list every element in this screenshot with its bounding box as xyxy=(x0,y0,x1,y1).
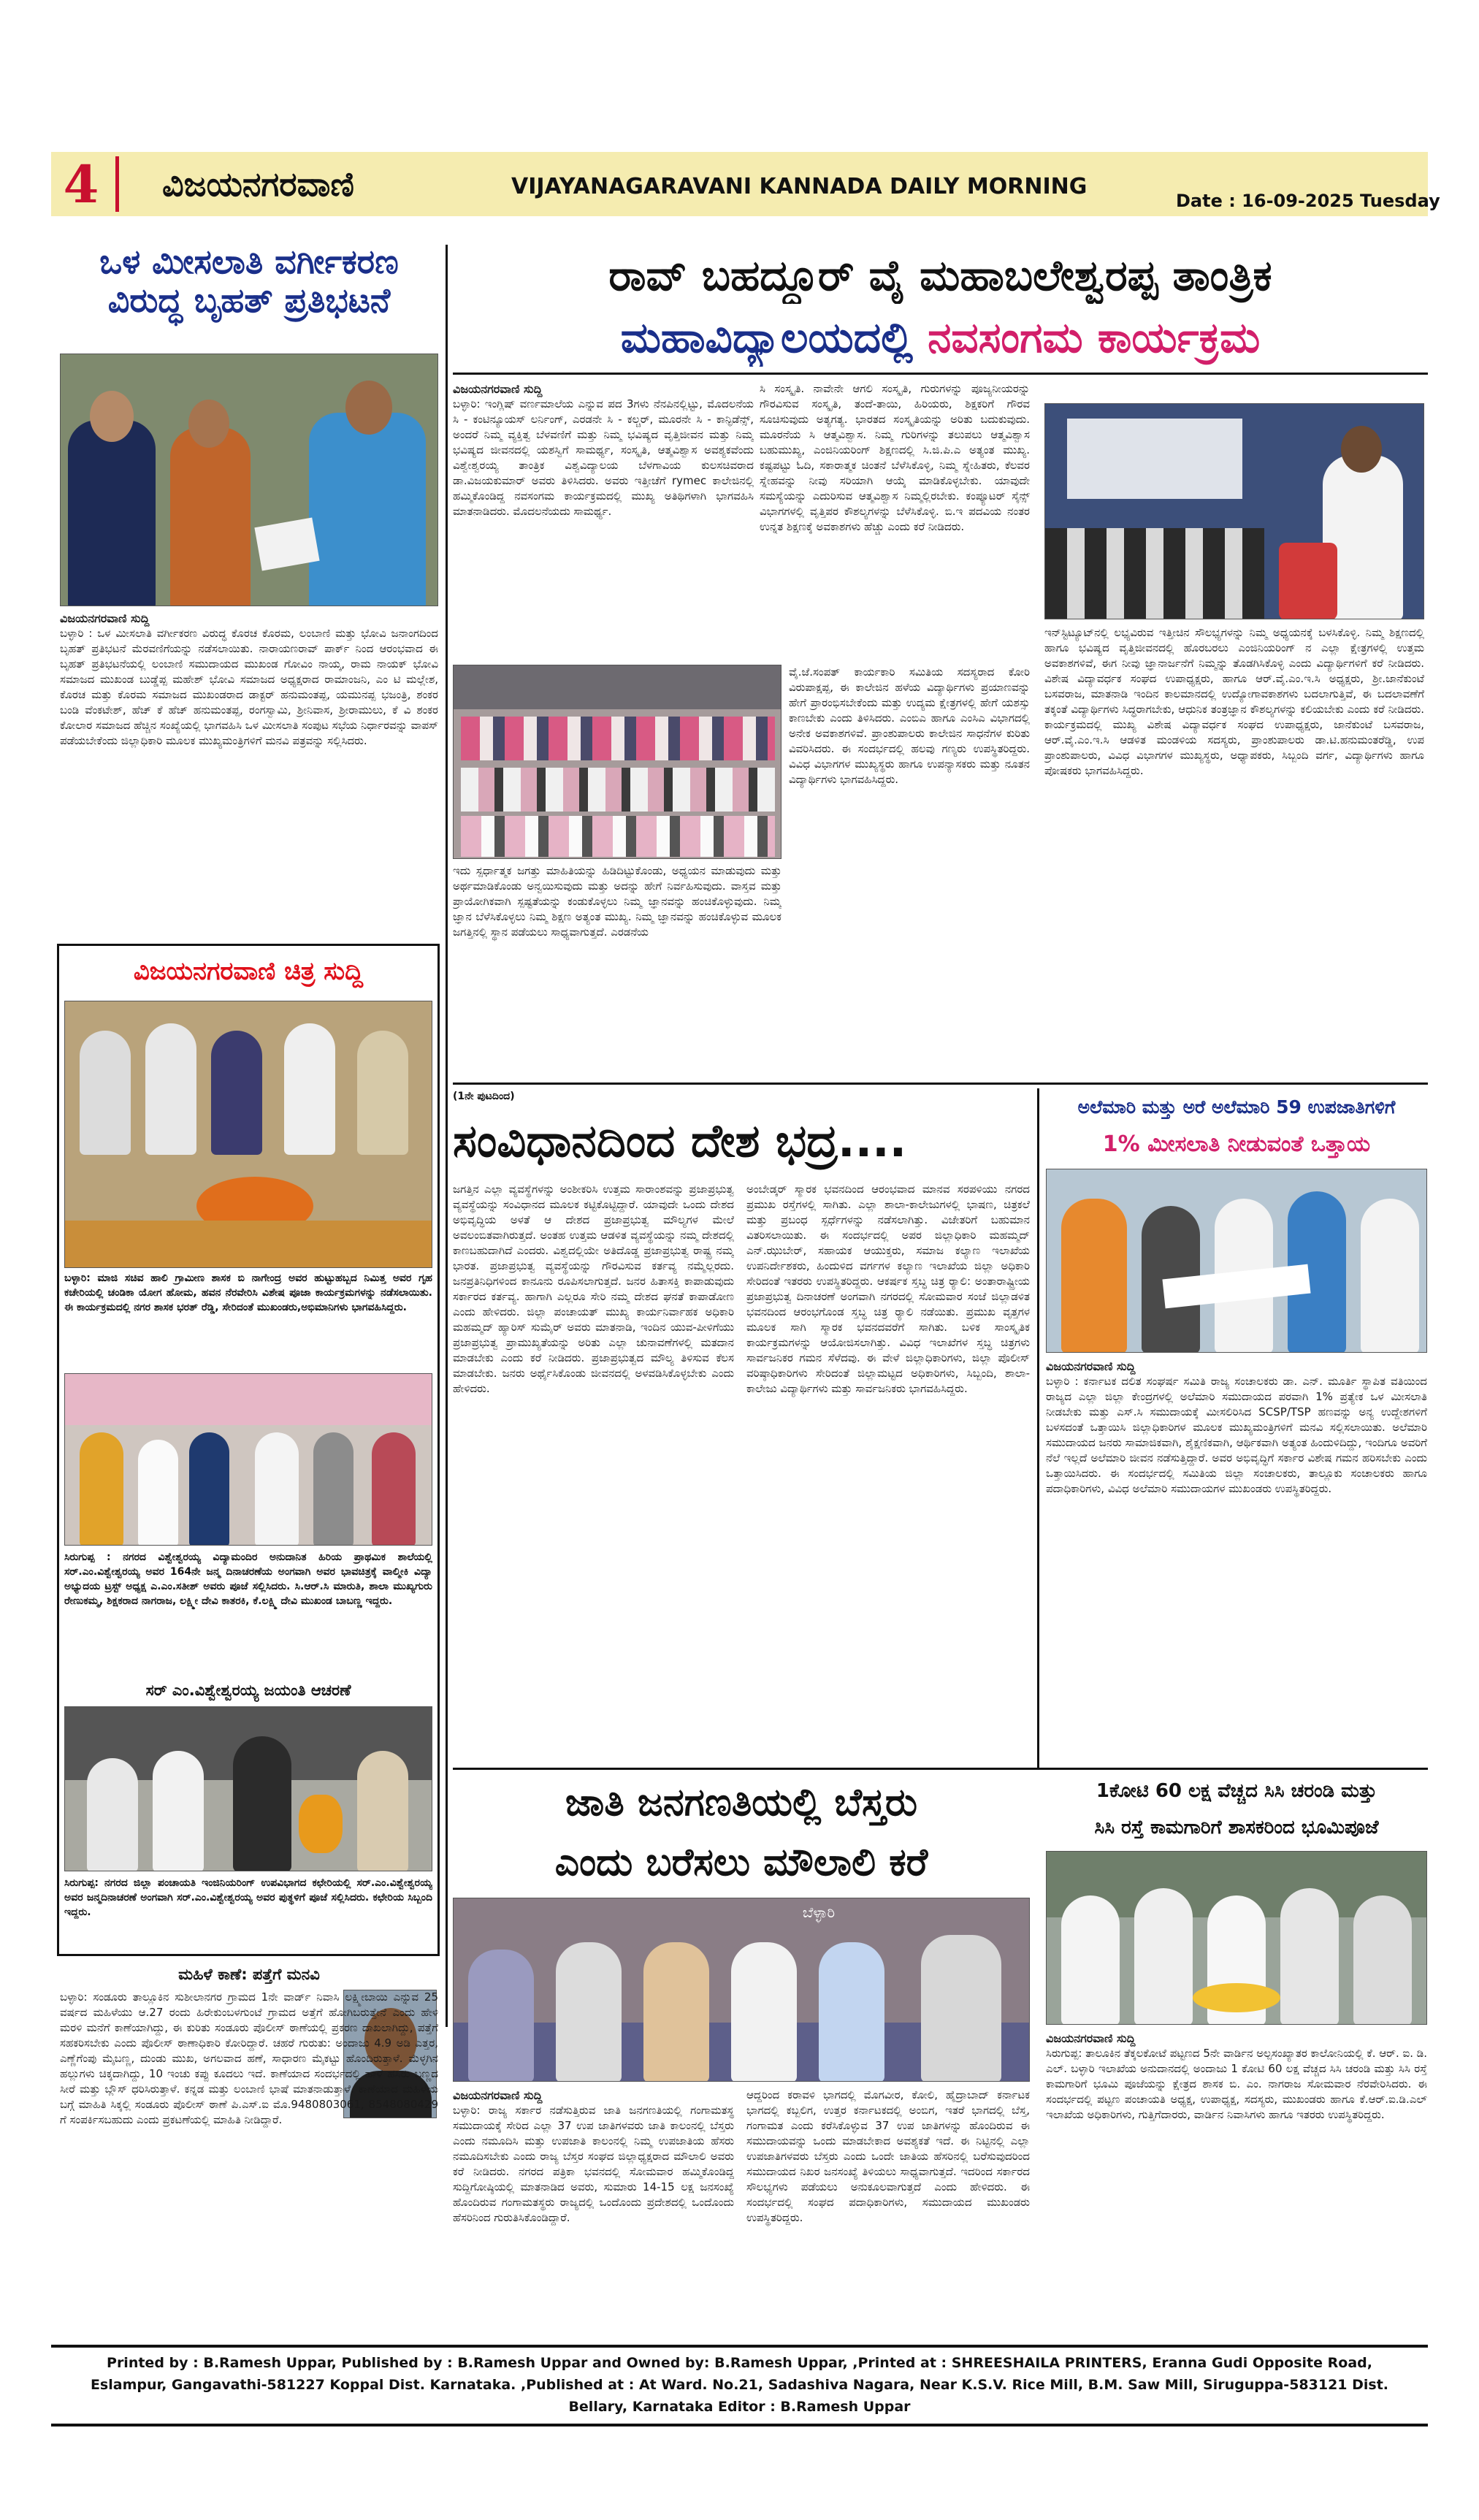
main-story-col3: ಇನ್‌ಸ್ಟಿಟ್ಯೂಟ್‌ನಲ್ಲಿ ಲಭ್ಯವಿರುವ ಇತ್ತೀಚಿನ ಸೌಲಭ್ಯಗಳನ್ನು ನಿಮ್ಮ ಅಧ್ಯಯನಕ್ಕೆ ಬಳಸಿಕೊಳ್ಳಿ. ನಿಮ್ಮ ಶಿಕ್ಷಣದಲ್ಲಿ ಹಾಗೂ ಭವಿಷ್ಯದ ವೃತ್ತಿಜೀವನದಲ್ಲಿ ಹೊರಬರಲು ಎಂಜಿನಿಯರಿಂಗ್ ನ ಎಲ್ಲಾ ಕ್ಷೇತ್ರಗಳಲ್ಲಿ ಉತ್ತಮ ಅವಕಾಶಗಳಿವೆ, ಈಗ ನೀವು ಜ್ಞಾನಾರ್ಜನೆಗೆ ನಿಮ್ಮನ್ನು ತೊಡಗಿಸಿಕೊಳ್ಳಿ ಎಂದು ವಿದ್ಯಾರ್ಥಿಗಳಿಗೆ ಕರೆ ನೀಡಿದರು. ವಿಶೇಷ ವಿದ್ಯಾವರ್ಧಕ ಸಂಘದ ಉಪಾಧ್ಯಕ್ಷರು, ಹಾಗೂ ಆರ್.ವೈ.ಎಂ.ಇ.ಸಿ ಅಧ್ಯಕ್ಷರು, ಶ್ರೀ.ಜಾನೆಕುಂಟೆ ಬಸವರಾಜ, ಮಾತನಾಡಿ ಇಂದಿನ ಕಾಲಮಾನದಲ್ಲಿ ಉದ್ಯೋಗಾವಕಾಶಗಳು ಬದಲಾಗುತ್ತಿವೆ, ಈ ಬದಲಾವಣೆಗೆ ತಕ್ಕಂತೆ ವಿದ್ಯಾರ್ಥಿಗಳು ಸಿದ್ಧರಾಗಬೇಕು, ಆಧುನಿಕ ತಂತ್ರಜ್ಞಾನ ಕೌಶಲ್ಯಗಳನ್ನು ಕಲಿಯಬೇಕು ಎಂದು ಕರೆ ನೀಡಿದರು. ಕಾರ್ಯಕ್ರಮದಲ್ಲಿ ಮುಖ್ಯ ವಿಶೇಷ ವಿದ್ಯಾವರ್ಧಕ ಸಂಘದ ಉಪಾಧ್ಯಕ್ಷರು, ಜಾನೆಕುಂಟೆ ಬಸವರಾಜ, ಆರ್.ವೈ.ಎಂ.ಇ.ಸಿ ಆಡಳಿತ ಮಂಡಳಿಯ ಸದಸ್ಯರು, ಪ್ರಾಂಶುಪಾಲರು ಡಾ.ಟಿ.ಹನುಮಂತರೆಡ್ಡಿ, ಉಪ ಪ್ರಾಂಶುಪಾಲರು, ವಿವಿಧ ವಿಭಾಗಗಳ ಮುಖ್ಯಸ್ಥರು, ಅಧ್ಯಾಪಕರು, ಸಿಬ್ಬಂದಿ ವರ್ಗ, ವಿದ್ಯಾರ್ಥಿಗಳು ಹಾಗೂ ಪೋಷಕರು ಭಾಗವಹಿಸಿದ್ದರು. xyxy=(1044,626,1424,777)
section-rule-2 xyxy=(453,1768,1428,1770)
left-top-story xyxy=(60,611,438,933)
caste-census-photo xyxy=(453,1898,1030,2082)
main-headline-line2 xyxy=(453,308,1428,367)
chitra-caption-1: ಬಳ್ಳಾರಿ: ಮಾಜಿ ಸಚಿವ ಹಾಲಿ ಗ್ರಾಮೀಣ ಶಾಸಕ ಬಿ ನಾಗೇಂದ್ರ ಅವರ ಹುಟ್ಟುಹಬ್ಬದ ನಿಮಿತ್ತ ಅವರ ಗೃಹ ಕಚೇರಿಯಲ್ಲಿ ಚಂಡಿಕಾ ಯೋಗ ಹೋಮ, ಹವನ ನೆರವೇರಿಸಿ ವಿಶೇಷ ಪೂಜಾ ಕಾರ್ಯಕ್ರಮಗಳನ್ನು ನಡೆಸಲಾಯಿತು. ಈ ಕಾರ್ಯಕ್ರಮದಲ್ಲಿ ನಗರ ಶಾಸಕ ಭರತ್ ರೆಡ್ಡಿ, ಸೇರಿದಂತೆ ಮುಖಂಡರು,ಅಭಿಮಾನಿಗಳು ಭಾಗವಹಿಸಿದ್ದರು. xyxy=(64,1272,432,1313)
road-byline: ವಿಜಯನಗರವಾಣಿ ಸುದ್ದಿ xyxy=(1046,2031,1136,2045)
right-mid-headline-line2: 1% ಮೀಸಲಾತಿ ನೀಡುವಂತೆ ಒತ್ತಾಯ xyxy=(1102,1131,1371,1157)
imprint-top-rule xyxy=(51,2345,1428,2348)
right-mid-headline-line1: ಅಲೆಮಾರಿ ಮತ್ತು ಅರೆ ಅಲೆಮಾರಿ 59 ಉಪಜಾತಿಗಳಿಗೆ xyxy=(1077,1096,1396,1118)
main-story-col2b: ವೈ.ಜೆ.ಸಂಪತ್ ಕಾರ್ಯಕಾರಿ ಸಮಿತಿಯ ಸದಸ್ಯರಾದ ಕೋರಿ ವಿರುಪಾಕ್ಷಪ್ಪ, ಈ ಕಾಲೇಜಿನ ಹಳೆಯ ವಿದ್ಯಾರ್ಥಿಗಳು ಪ್ರಯಾಣವನ್ನು ಹೇಗೆ ಪ್ರಾರಂಭಿಸಬೇಕೆಂದು ಮತ್ತು ಉದ್ಯಮ ಕ್ಷೇತ್ರಗಳಲ್ಲಿ ಹೇಗೆ ಯಶಸ್ಸು ಕಾಣಬೇಕು ಎಂದು ತಿಳಿಸಿದರು. ಎಂಬಿಎ ಹಾಗೂ ಎಂಸಿಎ ವಿಭಾಗದಲ್ಲಿ ಅನೇಕ ಅವಕಾಶಗಳಿವೆ. ಪ್ರಾಂಶುಪಾಲರು ಕಾಲೇಜಿನ ಸಾಧನೆಗಳ ಕುರಿತು ವಿವರಿಸಿದರು. ಈ ಸಂದರ್ಭದಲ್ಲಿ ಹಲವು ಗಣ್ಯರು ಉಪಸ್ಥಿತರಿದ್ದರು. ವಿವಿಧ ವಿಭಾಗಗಳ ಮುಖ್ಯಸ್ಥರು ಹಾಗೂ ಉಪನ್ಯಾಸಕರು ಮತ್ತು ನೂತನ ವಿದ್ಯಾರ್ಥಿಗಳು ಭಾಗವಹಿಸಿದ್ದರು. xyxy=(789,665,1030,786)
constitution-kicker: (1ನೇ ಪುಟದಿಂದ) xyxy=(453,1091,515,1102)
main-story-col1 xyxy=(453,381,754,660)
imprint-line-3: Bellary, Karnataka Editor : B.Ramesh Uppar xyxy=(568,2399,911,2415)
road-headline-line2: ಸಿಸಿ ರಸ್ತೆ ಕಾಮಗಾರಿಗೆ ಶಾಸಕರಿಂದ ಭೂಮಿಪೂಜೆ xyxy=(1094,1817,1379,1839)
masthead-english-name: VIJAYANAGARAVANI xyxy=(511,174,752,199)
masthead-date: Date : 16-09-2025 Tuesday xyxy=(1176,191,1440,211)
caste-census-photo-sign: ಬೆಳ್ಳಾರಿ xyxy=(802,1904,836,1921)
page-number: 4 xyxy=(63,154,99,215)
masthead-title-kannada: ವಿಜಯನಗರವಾಣಿ xyxy=(162,164,354,204)
imprint-line-2: Eslampur, Gangavathi-581227 Koppal Dist. Karnataka. ,Published at : At Ward. No.21, Sadashiva Nagara, Near K.S.V. Rice Mill, B.M. Saw Mill, Siruguppa-583121 Dist. xyxy=(90,2377,1389,2393)
chitra-photo-1 xyxy=(64,1001,432,1268)
chitra-subheader-3: ಸರ್ ಎಂ.ವಿಶ್ವೇಶ್ವರಯ್ಯ ಜಯಂತಿ ಆಚರಣೆ xyxy=(145,1681,351,1699)
right-mid-byline: ವಿಜಯನಗರವಾಣಿ ಸುದ್ದಿ xyxy=(1046,1359,1136,1373)
chitra-caption-3: ಸಿರುಗುಪ್ಪ: ನಗರದ ಜಿಲ್ಲಾ ಪಂಚಾಯತಿ ಇಂಜಿನಿಯರಿಂಗ್ ಉಪವಿಭಾಗದ ಕಛೇರಿಯಲ್ಲಿ ಸರ್.ಎಂ.ವಿಶ್ವೇಶ್ವರಯ್ಯ ಅವರ ಜನ್ಮದಿನಾಚರಣೆ ಅಂಗವಾಗಿ ಸರ್.ಎಂ.ವಿಶ್ವೇಶ್ವರಯ್ಯ ಅವರ ಪುತ್ಥಳಿಗೆ ಪೂಜೆ ಸಲ್ಲಿಸಿದರು. ಕಛೇರಿಯ ಸಿಬ್ಬಂದಿ ಇದ್ದರು. xyxy=(64,1877,432,1918)
main-headline-line1: ರಾವ್ ಬಹದ್ದೂರ್ ವೈ ಮಹಾಬಲೇಶ್ವರಪ್ಪ ತಾಂತ್ರಿಕ xyxy=(608,251,1272,300)
masthead-title-english xyxy=(511,172,1088,202)
caste-census-headline-line1: ಜಾತಿ ಜನಗಣತಿಯಲ್ಲಿ ಬೆಸ್ತರು xyxy=(565,1781,918,1825)
main-stage-photo xyxy=(1044,403,1424,619)
left-top-body: ಬಳ್ಳಾರಿ : ಒಳ ಮೀಸಲಾತಿ ವರ್ಗೀಕರಣ ವಿರುದ್ಧ ಕೊರಚ ಕೊರಮ, ಲಂಬಾಣಿ ಮತ್ತು ಭೋವಿ ಜನಾಂಗದಿಂದ ಬೃಹತ್ ಪ್ರತಿಭಟನೆ ಮೆರವಣಿಗೆಯನ್ನು ನಡೆಸಲಾಯಿತು. ನಾರಾಯಣರಾವ್ ಪಾರ್ಕ್ ನಿಂದ ಆರಂಭವಾದ ಈ ಬೃಹತ್ ಪ್ರತಿಭಟನೆಯಲ್ಲಿ ಲಂಬಾಣಿ ಸಮುದಾಯದ ಮುಖಂಡ ಗೋವಿಂ ನಾಯ್ಕ, ರಾಮ ನಾಯಕ್ ಭೋವಿ ಸಮಾಜದ ಮುಖಂಡ ಬುಡ್ಡೆಪ್ಪ ಮಹೇಶ್ ಭೋವಿ ಸಮಾಜದ ಅಧ್ಯಕ್ಷರಾದ ರಾಮಾಂಜನಿ, ಎಂ ಟಿ ಮಲ್ಲೇಶ, ಕೊರಚ ಮತ್ತು ಕೊರಮ ಸಮಾಜದ ಮುಖಂಡರಾದ ಡಾಕ್ಟರ್ ಹನುಮಂತಪ್ಪ, ಯಮುನಪ್ಪ ಭಜಂತ್ರಿ, ಶಂಕರ ಬಂಡಿ ವೆಂಕಟೇಶ್, ಹೆಚ್ ಕೆ ಹೆಚ್ ಹನುಮಂತಪ್ಪ, ರಂಗಸ್ವಾಮಿ, ಶ್ರೀನಿವಾಸ, ಶ್ರೀರಾಮುಲು, ಕೆ ವಿ ಶಂಕರ ಕೋಲಾರ ಸಮಾಜದ ಹೆಚ್ಚಿನ ಸಂಖ್ಯೆಯಲ್ಲಿ ಭಾಗವಹಿಸಿ ಒಳ ಮೀಸಲಾತಿ ಸಂಪುಟ ಸಭೆಯ ನಿರ್ಧಾರವನ್ನು ವಾಪಸ್ ಪಡೆಯಬೇಕೆಂದು ಜಿಲ್ಲಾಧಿಕಾರಿ ಮೂಲಕ ಮುಖ್ಯಮಂತ್ರಿಗಳಿಗೆ ಮನವಿ ಪತ್ರವನ್ನು ಸಲ್ಲಿಸಿದರು. xyxy=(60,627,438,747)
right-mid-photo xyxy=(1046,1169,1427,1353)
main-byline: ವಿಜಯನಗರವಾಣಿ ಸುದ್ದಿ xyxy=(453,382,543,396)
road-photo xyxy=(1046,1851,1427,2025)
chitra-photo-3 xyxy=(64,1706,432,1871)
main-audience-photo xyxy=(453,665,781,859)
caste-census-byline: ವಿಜಯನಗರವಾಣಿ ಸುದ್ದಿ xyxy=(453,2088,543,2102)
main-story-col2: ಸಿ ಸಂಸ್ಕೃತಿ. ನಾವೇನೇ ಆಗಲಿ ಸಂಸ್ಕೃತಿ, ಗುರುಗಳನ್ನು ಪೂಜ್ಯನೀಯರನ್ನು ಗೌರವಿಸುವ ಸಂಸ್ಕೃತಿ, ತಂದೆ-ತಾಯಿ, ಹಿರಿಯರು, ಶಿಕ್ಷಕರಿಗೆ ಗೌರವ ಸೂಚಿಸುವುದು ಅತ್ಯಗತ್ಯ. ಭಾರತದ ಸಂಸ್ಕೃತಿಯನ್ನು ಅರಿತು ಬದುಕುವುದು. ಮೂರನೆಯ ಸಿ ಆತ್ಮವಿಶ್ವಾಸ. ನಿಮ್ಮ ಗುರಿಗಳನ್ನು ತಲುಪಲು ಆತ್ಮವಿಶ್ವಾಸ ಬಹುಮುಖ್ಯ, ಎಂಜಿನಿಯರಿಂಗ್ ಶಿಕ್ಷಣದಲ್ಲಿ ಸಿ.ಜಿ.ಪಿ.ಎ ಅತ್ಯಂತ ಮುಖ್ಯ. ಕಷ್ಟಪಟ್ಟು ಓದಿ, ಸಕಾರಾತ್ಮಕ ಚಿಂತನೆ ಬೆಳೆಸಿಕೊಳ್ಳಿ, ನಿಮ್ಮ ಸ್ನೇಹಿತರು, ಕೆಲವರ ಸ್ನೇಹವನ್ನು ನೀವು ಸರಿಯಾಗಿ ಆಯ್ಕೆ ಮಾಡಿಕೊಳ್ಳಬೇಕು. ಯಾವುದೇ ಸಮಸ್ಯೆಯನ್ನು ಎದುರಿಸುವ ಆತ್ಮವಿಶ್ವಾಸ ನಿಮ್ಮಲ್ಲಿರಬೇಕು. ಕಂಪ್ಯೂಟರ್ ಸೈನ್ಸ್ ವಿಭಾಗಗಳಲ್ಲಿ ವೃತ್ತಿಪರ ಕೌಶಲ್ಯಗಳನ್ನು ಬೆಳೆಸಿಕೊಳ್ಳಿ. ಬಿ.ಇ ಪದವಿಯ ನಂತರ ಉನ್ನತ ಶಿಕ್ಷಣಕ್ಕೆ ಅವಕಾಶಗಳು ಹೆಚ್ಚು ಎಂದು ಕರೆ ನೀಡಿದರು. xyxy=(760,382,1030,533)
chitra-suddi-header: ವಿಜಯನಗರವಾಣಿ ಚಿತ್ರ ಸುದ್ದಿ xyxy=(133,957,364,986)
caste-census-col1-text: ಬಳ್ಳಾರಿ: ರಾಜ್ಯ ಸರ್ಕಾರ ನಡೆಸುತ್ತಿರುವ ಜಾತಿ ಜನಗಣತಿಯಲ್ಲಿ ಗಂಗಾಮತಸ್ಥ ಸಮುದಾಯಕ್ಕೆ ಸೇರಿದ ಎಲ್ಲಾ 37 ಉಪ ಜಾತಿಗಳವರು ಜಾತಿ ಕಾಲಂನಲ್ಲಿ ಬೆಸ್ತರು ಎಂದು ನಮೂದಿಸಿ ಮತ್ತು ಉಪಜಾತಿ ಕಾಲಂನಲ್ಲಿ ನಿಮ್ಮ ಉಪಜಾತಿಯ ಹೆಸರು ನಮೂದಿಸಬೇಕು ಎಂದು ರಾಜ್ಯ ಬೆಸ್ತರ ಸಂಘದ ಜಿಲ್ಲಾಧ್ಯಕ್ಷರಾದ ಮೌಲಾಲಿ ಅವರು ಕರೆ ನೀಡಿದರು. ನಗರದ ಪತ್ರಿಕಾ ಭವನದಲ್ಲಿ ಸೋಮವಾರ ಹಮ್ಮಿಕೊಂಡಿದ್ದ ಸುದ್ದಿಗೋಷ್ಠಿಯಲ್ಲಿ ಮಾತನಾಡಿದ ಅವರು, ಸುಮಾರು 14-15 ಲಕ್ಷ ಜನಸಂಖ್ಯೆ ಹೊಂದಿರುವ ಗಂಗಾಮತಸ್ಥರು ರಾಜ್ಯದಲ್ಲಿ ಒಂದೊಂದು ಪ್ರದೇಶದಲ್ಲಿ ಒಂದೊಂದು ಹೆಸರಿನಿಂದ ಗುರುತಿಸಿಕೊಂಡಿದ್ದಾರೆ. xyxy=(453,2104,734,2224)
imprint-bottom-rule xyxy=(51,2424,1428,2427)
section-rule-1 xyxy=(453,1083,1428,1085)
left-top-photo xyxy=(60,354,438,606)
caste-census-headline-line2: ಎಂದು ಬರೆಸಲು ಮೌಲಾಲಿ ಕರೆ xyxy=(554,1841,928,1885)
left-top-headline: ಒಳ ಮೀಸಲಾತಿ ವರ್ಗೀಕರಣ ವಿರುದ್ಧ ಬೃಹತ್ ಪ್ರತಿಭಟನೆ xyxy=(99,243,399,320)
chitra-caption-2: ಸಿರುಗುಪ್ಪ : ನಗರದ ವಿಶ್ವೇಶ್ವರಯ್ಯ ವಿದ್ಯಾಮಂದಿರ ಅನುದಾನಿತ ಹಿರಿಯ ಪ್ರಾಥಮಿಕ ಶಾಲೆಯಲ್ಲಿ ಸರ್.ಎಂ.ವಿಶ್ವೇಶ್ವರಯ್ಯ ಅವರ 164ನೇ ಜನ್ಮ ದಿನಾಚರಣೆಯ ಅಂಗವಾಗಿ ಅವರ ಭಾವಚಿತ್ರಕ್ಕೆ ವಾಲ್ಮೀಕಿ ವಿದ್ಯಾ ಅಭ್ಯುದಯ ಟ್ರಸ್ಟ್ ಅಧ್ಯಕ್ಷ ಎ.ಎಂ.ಸತೀಶ್ ಅವರು ಪೂಜೆ ಸಲ್ಲಿಸಿದರು. ಸಿ.ಆರ್.ಸಿ ಮಾರುತಿ, ಶಾಲಾ ಮುಖ್ಯಗುರು ರೇಣುಕಮ್ಮ, ಶಿಕ್ಷಕರಾದ ನಾಗರಾಜ, ಲಕ್ಷ್ಮೀ ದೇವಿ ಕಾತರಕಿ, ಕೆ.ಲಕ್ಷ್ಮಿ ದೇವಿ ಮುಖಂಡ ಬಾಬಣ್ಣ ಇದ್ದರು. xyxy=(64,1551,432,1607)
missing-woman-header: ಮಹಿಳೆ ಕಾಣೆ: ಪತ್ತೆಗೆ ಮನವಿ xyxy=(178,1966,320,1983)
imprint xyxy=(51,2352,1428,2422)
caste-census-col1 xyxy=(453,2088,734,2339)
chitra-photo-2 xyxy=(64,1373,432,1546)
road-body: ಸಿರುಗುಪ್ಪ: ತಾಲೂಕಿನ ತೆಕ್ಕಲಕೋಟೆ ಪಟ್ಟಣದ 5ನೇ ವಾರ್ಡಿನ ಅಲ್ಪಸಂಖ್ಯಾತರ ಕಾಲೋನಿಯಲ್ಲಿ ಕೆ. ಆರ್. ಐ. ಡಿ. ಎಲ್. ಬಳ್ಳಾರಿ ಇಲಾಖೆಯ ಅನುದಾನದಲ್ಲಿ ಅಂದಾಜು 1 ಕೋಟಿ 60 ಲಕ್ಷ ವೆಚ್ಚದ ಸಿಸಿ ಚರಂಡಿ ಮತ್ತು ಸಿಸಿ ರಸ್ತೆ ಕಾಮಗಾರಿಗೆ ಭೂಮಿ ಪೂಜೆಯನ್ನು ಕ್ಷೇತ್ರದ ಶಾಸಕ ಬಿ. ಎಂ. ನಾಗರಾಜ ಸೋಮವಾರ ನೆರವೇರಿಸಿದರು. ಈ ಸಂದರ್ಭದಲ್ಲಿ ಪಟ್ಟಣ ಪಂಚಾಯತಿ ಅಧ್ಯಕ್ಷ, ಉಪಾಧ್ಯಕ್ಷ, ಸದಸ್ಯರು, ಮುಖಂಡರು ಹಾಗೂ ಕೆ.ಆರ್.ಐ.ಡಿ.ಎಲ್ ಇಲಾಖೆಯ ಅಧಿಕಾರಿಗಳು, ಗುತ್ತಿಗೆದಾರರು, ವಾರ್ಡಿನ ನಿವಾಸಿಗಳು ಹಾಗೂ ಇತರರು ಉಪಸ್ಥಿತರಿದ್ದರು. xyxy=(1046,2047,1427,2121)
main-story-col1b: ಇದು ಸ್ಪರ್ಧಾತ್ಮಕ ಜಗತ್ತು ಮಾಹಿತಿಯನ್ನು ಹಿಡಿದಿಟ್ಟುಕೊಂಡು, ಅಧ್ಯಯನ ಮಾಡುವುದು ಮತ್ತು ಅರ್ಥಮಾಡಿಕೊಂಡು ಅನ್ವಯಿಸುವುದು ಮತ್ತು ಅದನ್ನು ಹೇಗೆ ನಿರ್ವಹಿಸುವುದು. ವಾಸ್ತವ ಮತ್ತು ಪ್ರಾಯೋಗಿಕವಾಗಿ ಸ್ಪಷ್ಟತೆಯನ್ನು ಕಂಡುಕೊಳ್ಳಲು ನಿಮ್ಮ ಜ್ಞಾನವನ್ನು ಹಂಚಿಕೊಳ್ಳುವುದು. ನಿಮ್ಮ ಜ್ಞಾನ ಬೆಳೆಸಿಕೊಳ್ಳಲು ನಿಮ್ಮ ಶಿಕ್ಷಣ ಅತ್ಯಂತ ಮುಖ್ಯ. ನಿಮ್ಮ ಜ್ಞಾನವನ್ನು ಹಂಚಿಕೊಳ್ಳುವ ಮೂಲಕ ಜಗತ್ತಿನಲ್ಲಿ ಸ್ಥಾನ ಪಡೆಯಲು ಸಾಧ್ಯವಾಗುತ್ತದೆ. ಎರಡನೆಯ xyxy=(453,864,781,939)
caste-census-col2: ಆದ್ದರಿಂದ ಕರಾವಳಿ ಭಾಗದಲ್ಲಿ ಮೊಗವೀರ, ಕೋಲಿ, ಹೈದ್ರಾಬಾದ್ ಕರ್ನಾಟಕ ಭಾಗದಲ್ಲಿ ಕಬ್ಬಲಿಗ, ಉತ್ತರ ಕರ್ನಾಟಕದಲ್ಲಿ ಅಂಬಿಗ, ಇತರೆ ಭಾಗದಲ್ಲಿ ಬೆಸ್ತ, ಗಂಗಾಮತ ಎಂದು ಕರೆಸಿಕೊಳ್ಳುವ 37 ಉಪ ಜಾತಿಗಳನ್ನು ಹೊಂದಿರುವ ಈ ಸಮುದಾಯವನ್ನು ಒಂದು ಮಾಡಬೇಕಾದ ಅವಶ್ಯಕತೆ ಇದೆ. ಈ ನಿಟ್ಟಿನಲ್ಲಿ ಎಲ್ಲಾ ಉಪಜಾತಿಗಳವರು ಬೆಸ್ತರು ಎಂದು ಒಂದೇ ಜಾತಿಯ ಹೆಸರಿನಲ್ಲಿ ಬರೆಸುವುದರಿಂದ ಸಮುದಾಯದ ನಿಖರ ಜನಸಂಖ್ಯೆ ತಿಳಿಯಲು ಸಾಧ್ಯವಾಗುತ್ತದೆ. ಇದರಿಂದ ಸರ್ಕಾರದ ಸೌಲಭ್ಯಗಳು ಪಡೆಯಲು ಅನುಕೂಲವಾಗುತ್ತದೆ ಎಂದು ಹೇಳಿದರು. ಈ ಸಂದರ್ಭದಲ್ಲಿ ಸಂಘದ ಪದಾಧಿಕಾರಿಗಳು, ಸಮುದಾಯದ ಮುಖಂಡರು ಉಪಸ್ಥಿತರಿದ್ದರು. xyxy=(746,2088,1030,2224)
road-story xyxy=(1046,2031,1427,2339)
main-headline-line2b: ನವಸಂಗಮ ಕಾರ್ಯಕ್ರಮ xyxy=(928,313,1261,362)
constitution-headline: ಸಂವಿಧಾನದಿಂದ ದೇಶ ಭದ್ರ.... xyxy=(453,1114,907,1167)
road-headline-line1: 1ಕೋಟಿ 60 ಲಕ್ಷ ವೆಚ್ಚದ ಸಿಸಿ ಚರಂಡಿ ಮತ್ತು xyxy=(1096,1780,1377,1802)
constitution-col2: ಅಂಬೇಡ್ಕರ್ ಸ್ಮಾರಕ ಭವನದಿಂದ ಆರಂಭವಾದ ಮಾನವ ಸರಪಳಿಯು ನಗರದ ಪ್ರಮುಖ ರಸ್ತೆಗಳಲ್ಲಿ ಸಾಗಿತು. ಎಲ್ಲಾ ಶಾಲಾ-ಕಾಲೇಜುಗಳಲ್ಲಿ ಭಾಷಣ, ಚಿತ್ರಕಲೆ ಮತ್ತು ಪ್ರಬಂಧ ಸ್ಪರ್ಧೆಗಳನ್ನು ನಡೆಸಲಾಗಿತ್ತು. ವಿಜೇತರಿಗೆ ಬಹುಮಾನ ವಿತರಿಸಲಾಯಿತು. ಈ ಸಂದರ್ಭದಲ್ಲಿ ಅಪರ ಜಿಲ್ಲಾಧಿಕಾರಿ ಮಹಮ್ಮದ್ ಎನ್.ಝುಬೇರ್, ಸಹಾಯಕ ಆಯುಕ್ತರು, ಸಮಾಜ ಕಲ್ಯಾಣ ಇಲಾಖೆಯ ಉಪನಿರ್ದೇಶಕರು, ಹಿಂದುಳಿದ ವರ್ಗಗಳ ಕಲ್ಯಾಣ ಇಲಾಖೆಯ ಜಿಲ್ಲಾ ಅಧಿಕಾರಿ ಸೇರಿದಂತೆ ಇತರರು ಉಪಸ್ಥಿತರಿದ್ದರು. ಆಕರ್ಷಕ ಸ್ತಬ್ಧ ಚಿತ್ರ ರ‍್ಯಾಲಿ: ಅಂತಾರಾಷ್ಟ್ರೀಯ ಪ್ರಜಾಪ್ರಭುತ್ವ ದಿನಾಚರಣೆ ಅಂಗವಾಗಿ ನಗರದಲ್ಲಿ ಸೋಮವಾರ ಸಂಜೆ ಜಿಲ್ಲಾಡಳಿತ ಭವನದಿಂದ ಆರಂಭಗೊಂಡ ಸ್ತಬ್ಧ ಚಿತ್ರ ರ‍್ಯಾಲಿ ನಡೆಯಿತು. ಪ್ರಮುಖ ವೃತ್ತಗಳ ಮೂಲಕ ಸಾಗಿ ಸ್ಮಾರಕ ಭವನದವರೆಗೆ ಸಾಗಿತು. ಬಳಿಕ ಸಾಂಸ್ಕೃತಿಕ ಕಾರ್ಯಕ್ರಮಗಳನ್ನು ಆಯೋಜಿಸಲಾಗಿತ್ತು. ವಿವಿಧ ಇಲಾಖೆಗಳ ಸ್ತಬ್ಧ ಚಿತ್ರಗಳು ಸಾರ್ವಜನಿಕರ ಗಮನ ಸೆಳೆದವು. ಈ ವೇಳೆ ಜಿಲ್ಲಾಧಿಕಾರಿಗಳು, ಜಿಲ್ಲಾ ಪೊಲೀಸ್ ವರಿಷ್ಠಾಧಿಕಾರಿಗಳು ಸೇರಿದಂತೆ ಜಿಲ್ಲಾಮಟ್ಟದ ಅಧಿಕಾರಿಗಳು, ಸಿಬ್ಬಂದಿ, ಶಾಲಾ-ಕಾಲೇಜು ವಿದ್ಯಾರ್ಥಿಗಳು ಮತ್ತು ಸಾರ್ವಜನಿಕರು ಭಾಗವಹಿಸಿದ್ದರು. xyxy=(746,1183,1030,1395)
constitution-col1: ಜಗತ್ತಿನ ಎಲ್ಲಾ ವ್ಯವಸ್ಥೆಗಳನ್ನು ಅಂಶೀಕರಿಸಿ ಉತ್ತಮ ಸಾರಾಂಶವನ್ನು ಪ್ರಜಾಪ್ರಭುತ್ವ ವ್ಯವಸ್ಥೆಯನ್ನು ಸಂವಿಧಾನದ ಮೂಲಕ ಕಟ್ಟಿಕೊಟ್ಟಿದ್ದಾರೆ. ಯಾವುದೇ ಒಂದು ದೇಶದ ಅಭಿವೃದ್ಧಿಯ ಅಳತೆ ಆ ದೇಶದ ಪ್ರಜಾಪ್ರಭುತ್ವ ಮೌಲ್ಯಗಳ ಮೇಲೆ ಅವಲಂಬಿತವಾಗಿರುತ್ತದೆ. ಅಂತಹ ಉತ್ತಮ ಆಡಳಿತ ವ್ಯವಸ್ಥೆಯನ್ನು ನಮ್ಮ ದೇಶದಲ್ಲಿ ಕಾಣಬಹುದಾಗಿದೆ ಎಂದರು. ವಿಶ್ವದಲ್ಲಿಯೇ ಅತಿದೊಡ್ಡ ಪ್ರಜಾಪ್ರಭುತ್ವ ರಾಷ್ಟ್ರ ನಮ್ಮ ಭಾರತ. ಪ್ರಜಾಪ್ರಭುತ್ವ ವ್ಯವಸ್ಥೆಯನ್ನು ಗೌರವಿಸುವ ಕರ್ತವ್ಯ ನಮ್ಮೆಲ್ಲರದು. ಜನಪ್ರತಿನಿಧಿಗಳಿಂದ ಕಾನೂನು ರೂಪಿಸಲಾಗುತ್ತದೆ. ಜನರ ಹಿತಾಸಕ್ತಿ ಕಾಪಾಡುವುದು ಸರ್ಕಾರದ ಕರ್ತವ್ಯ. ಹಾಗಾಗಿ ಎಲ್ಲರೂ ಸೇರಿ ನಮ್ಮ ದೇಶದ ಘನತೆ ಕಾಪಾಡೋಣ ಎಂದು ಹೇಳಿದರು. ಜಿಲ್ಲಾ ಪಂಚಾಯತ್ ಮುಖ್ಯ ಕಾರ್ಯನಿರ್ವಾಹಕ ಅಧಿಕಾರಿ ಮಹಮ್ಮದ್ ಹ್ಯಾರಿಸ್ ಸುಮೈರ್ ಅವರು ಮಾತನಾಡಿ, ಇಂದಿನ ಯುವ-ಪೀಳಿಗೆಯು ಪ್ರಜಾಪ್ರಭುತ್ವ ಪ್ರಾಮುಖ್ಯತೆಯನ್ನು ಅರಿತು ಎಲ್ಲಾ ಚುನಾವಣೆಗಳಲ್ಲಿ ಮತದಾನ ಮಾಡಬೇಕು ಎಂದು ಕರೆ ನೀಡಿದರು. ಪ್ರಜಾಪ್ರಭುತ್ವದ ಮೌಲ್ಯ ತಿಳಿಸುವ ಕೆಲಸ ಮಾಡಬೇಕು. ಜನರು ಅರ್ಥೈಸಿಕೊಂಡು ಜೀವನದಲ್ಲಿ ಅಳವಡಿಸಿಕೊಳ್ಳಬೇಕು ಎಂದು ಹೇಳಿದರು. xyxy=(453,1183,734,1395)
imprint-line-1: Printed by : B.Ramesh Uppar, Published by : B.Ramesh Uppar and Owned by: B.Ramesh Uppar, ,Printed at : SHREESHAILA PRINTERS, Eranna Gudi Opposite Road, xyxy=(107,2355,1372,2371)
missing-woman-body: ಬಳ್ಳಾರಿ: ಸಂಡೂರು ತಾಲ್ಲೂಕಿನ ಸುಶೀಲಾನಗರ ಗ್ರಾಮದ 1ನೇ ವಾರ್ಡ್ ನಿವಾಸಿ ಲಕ್ಷ್ಮೀಬಾಯಿ ಎನ್ನುವ 25 ವರ್ಷದ ಮಹಿಳೆಯು ಆ.27 ರಂದು ಹಿರೇಕುಂಬಳಗುಂಟೆ ಗ್ರಾಮದ ಅತ್ತೆಗೆ ಹೋಗಿಬರುತ್ತೇನೆ ಎಂದು ಹೇಳಿ ಮರಳಿ ಮನೆಗೆ ಕಾಣೆಯಾಗಿದ್ದು, ಈ ಕುರಿತು ಸಂಡೂರು ಪೊಲೀಸ್ ಠಾಣೆಯಲ್ಲಿ ಪ್ರಕರಣ ದಾಖಲಾಗಿದ್ದು, ಪತ್ತೆಗೆ ಸಹಕರಿಸಬೇಕು ಎಂದು ಪೊಲೀಸ್ ಠಾಣಾಧಿಕಾರಿ ಕೋರಿದ್ದಾರೆ. ಚಹರೆ ಗುರುತು: ಅಂದಾಜು 4.9 ಅಡಿ ಎತ್ತರ, ಎಣ್ಣೆಗೆಂಪು ಮೈಬಣ್ಣ, ದುಂಡು ಮುಖ, ಅಗಲವಾದ ಹಣೆ, ಸಾಧಾರಣ ಮೈಕಟ್ಟು ಹೊಂದಿರುತ್ತಾಳೆ. ಮೆಳ್ಳಗಿನ ಹಲ್ಲುಗಳು ಚಿಕ್ಕದಾಗಿದ್ದು, 10 ಇಂಚು ಕಪ್ಪು ಕೂದಲು ಇದೆ. ಕಾಣೆಯಾದ ಸಂದರ್ಭದಲ್ಲಿ ಹಾಳೆ ಹಸಿರು ಬಣ್ಣದ ಸೀರೆ ಮತ್ತು ಬ್ಲೌಸ್ ಧರಿಸಿರುತ್ತಾಳೆ. ಕನ್ನಡ ಮತ್ತು ಲಂಬಾಣಿ ಭಾಷೆ ಮಾತನಾಡುತ್ತಾಳೆ. ಕಾಣೆಯಾದ ಮಹಿಳೆಯ ಬಗ್ಗೆ ಮಾಹಿತಿ ಸಿಕ್ಕಲ್ಲಿ ಸಂಡೂರು ಪೊಲೀಸ್ ಠಾಣೆ ಪಿ.ಎಸ್.ಐ ಮೊ.9480803061, 8548080429 ಗೆ ಸಂಪರ್ಕಿಸಬಹುದು ಎಂದು ಪ್ರಕಟಣೆಯಲ್ಲಿ ಮಾಹಿತಿ ನೀಡಿದ್ದಾರೆ. xyxy=(60,1990,438,2126)
masthead-divider xyxy=(115,156,119,212)
right-mid-story xyxy=(1046,1359,1427,1760)
main-headline-underline xyxy=(453,373,1428,375)
main-col1-text: ಬಳ್ಳಾರಿ: ಇಂಗ್ಲಿಷ್ ವರ್ಣಮಾಲೆಯ ಎನ್ನುವ ಪದ 3ಗಳು ನೆನಪಿನಲ್ಲಿಟ್ಟು, ಮೊದಲನೆಯ ಸಿ - ಕಂಟಿನ್ಯೂಯಸ್ ಲರ್ನಿಂಗ್, ಎರಡನೇ ಸಿ - ಕಲ್ಚರ್, ಮೂರನೇ ಸಿ - ಕಾನ್ಫಿಡೆನ್ಸ್, ಅಂದರೆ ನಿಮ್ಮ ವ್ಯಕ್ತಿತ್ವ ಬೆಳವಣಿಗೆ ಮತ್ತು ನಿಮ್ಮ ಭವಿಷ್ಯದ ವೃತ್ತಿಜೀವನ ಮತ್ತು ನಿಮ್ಮ ಭವಿಷ್ಯದ ಜೀವನದಲ್ಲಿ ಯಶಸ್ವಿಗೆ ಸಾಮರ್ಥ್ಯ, ಸಂಸ್ಕೃತಿ, ಆತ್ಮವಿಶ್ವಾಸ ಅವಶ್ಯಕವೆಂದು ವಿಶ್ವೇಶ್ವರಯ್ಯ ತಾಂತ್ರಿಕ ವಿಶ್ವವಿದ್ಯಾಲಯ ಬೆಳಗಾವಿಯ ಕುಲಸಚಿವರಾದ ಡಾ.ವಿಜಯಕುಮಾರ್ ಅವರು ತಿಳಿಸಿದರು. ಅವರು ಇತ್ತೀಚೆಗೆ rymec ಕಾಲೇಜಿನಲ್ಲಿ ಹಮ್ಮಿಕೊಂಡಿದ್ದ ನವಸಂಗಮ ಕಾರ್ಯಕ್ರಮದಲ್ಲಿ ಮುಖ್ಯ ಅತಿಥಿಗಳಾಗಿ ಭಾಗವಹಿಸಿ ಮಾತನಾಡಿದರು. ಮೊದಲನೆಯದು ಸಾಮರ್ಥ್ಯ. xyxy=(453,397,754,518)
main-headline-line2a: ಮಹಾವಿದ್ಯಾಲಯದಲ್ಲಿ xyxy=(620,313,913,362)
left-top-byline: ವಿಜಯನಗರವಾಣಿ ಸುದ್ದಿ xyxy=(60,611,150,625)
column-rule-right xyxy=(1037,1088,1039,1768)
right-mid-body: ಬಳ್ಳಾರಿ : ಕರ್ನಾಟಕ ದಲಿತ ಸಂಘರ್ಷ ಸಮಿತಿ ರಾಜ್ಯ ಸಂಚಾಲಕರು ಡಾ. ಎನ್. ಮೂರ್ತಿ ಸ್ಥಾಪಿತ ವತಿಯಿಂದ ರಾಜ್ಯದ ಎಲ್ಲಾ ಜಿಲ್ಲಾ ಕೇಂದ್ರಗಳಲ್ಲಿ ಅಲೆಮಾರಿ ಸಮುದಾಯದ ಪರವಾಗಿ 1% ಪ್ರತ್ಯೇಕ ಒಳ ಮೀಸಲಾತಿ ನೀಡಬೇಕು ಮತ್ತು ಎಸ್.ಸಿ ಸಮುದಾಯಕ್ಕೆ ಮೀಸಲಿರಿಸಿದ SCSP/TSP ಹಣವನ್ನು ಅನ್ಯ ಉದ್ದೇಶಗಳಿಗೆ ಬಳಸದಂತೆ ಒತ್ತಾಯಿಸಿ ಜಿಲ್ಲಾಧಿಕಾರಿಗಳ ಮೂಲಕ ಮುಖ್ಯಮಂತ್ರಿಗಳಿಗೆ ಮನವಿ ಸಲ್ಲಿಸಲಾಯಿತು. ಅಲೆಮಾರಿ ಸಮುದಾಯದ ಜನರು ಸಾಮಾಜಿಕವಾಗಿ, ಶೈಕ್ಷಣಿಕವಾಗಿ, ಆರ್ಥಿಕವಾಗಿ ಅತ್ಯಂತ ಹಿಂದುಳಿದಿದ್ದು, ಇಂದಿಗೂ ಅವರಿಗೆ ನೆಲೆ ಇಲ್ಲದೆ ಅಲೆಮಾರಿ ಜೀವನ ನಡೆಸುತ್ತಿದ್ದಾರೆ. ಅವರ ಅಭಿವೃದ್ಧಿಗೆ ಸರ್ಕಾರ ವಿಶೇಷ ಗಮನ ಹರಿಸಬೇಕು ಎಂದು ಒತ್ತಾಯಿಸಿದರು. ಈ ಸಂದರ್ಭದಲ್ಲಿ ಸಮಿತಿಯ ಜಿಲ್ಲಾ ಸಂಚಾಲಕರು, ತಾಲ್ಲೂಕು ಸಂಚಾಲಕರು ಹಾಗೂ ಪದಾಧಿಕಾರಿಗಳು, ವಿವಿಧ ಅಲೆಮಾರಿ ಸಮುದಾಯಗಳ ಮುಖಂಡರು ಉಪಸ್ಥಿತರಿದ್ದರು. xyxy=(1046,1375,1427,1495)
masthead-tagline: KANNADA DAILY MORNING xyxy=(759,174,1088,199)
column-rule-left xyxy=(446,245,448,2027)
